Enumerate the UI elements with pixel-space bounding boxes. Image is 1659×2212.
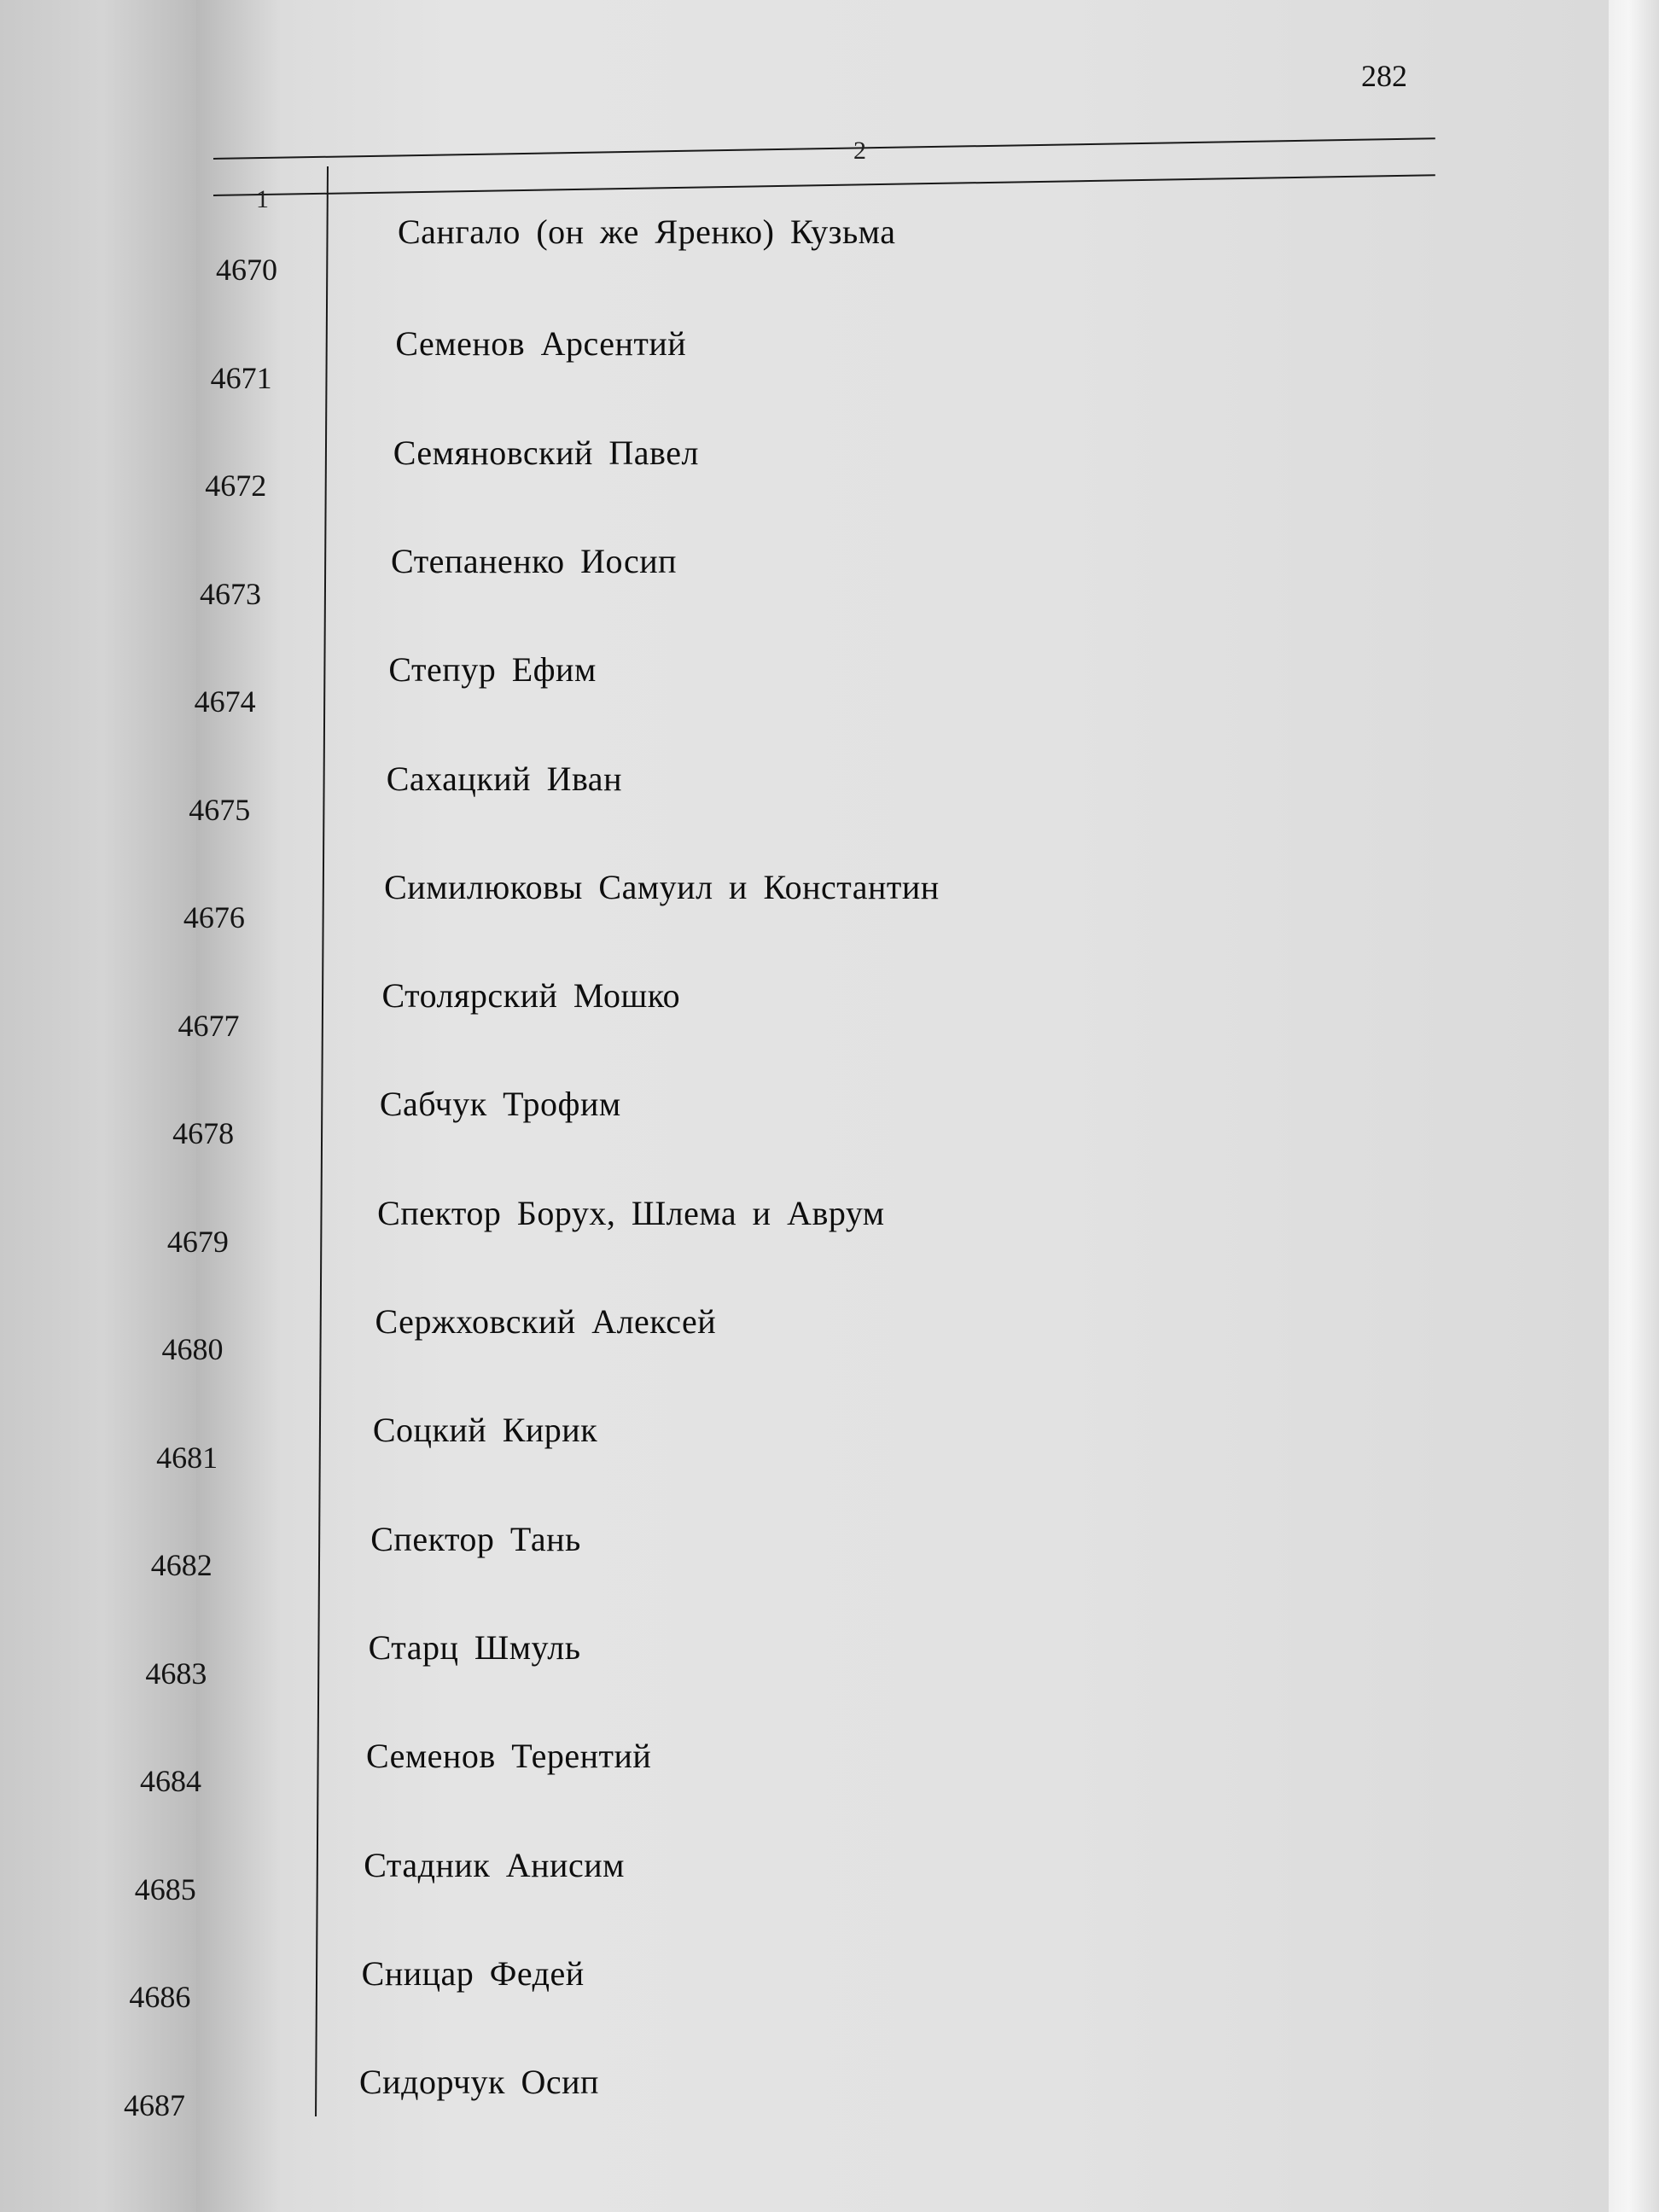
row-name: Семенов Арсентий [395, 324, 687, 364]
page-number: 282 [1361, 59, 1407, 93]
row-name: Спектор Борух, Шлема и Аврум [377, 1193, 885, 1232]
row-number: 4680 [161, 1332, 224, 1366]
column-header-1: 1 [256, 185, 269, 213]
row-name: Степаненко Иосип [391, 541, 678, 580]
row-number: 4683 [145, 1656, 207, 1691]
row-name: Соцкий Кирик [372, 1411, 598, 1450]
row-number: 4671 [210, 360, 272, 395]
row-name: Спектор Тань [370, 1519, 581, 1558]
row-number: 4672 [205, 469, 267, 503]
row-name: Сержховский Алексей [375, 1302, 717, 1341]
row-name: Сангало (он же Яренко) Кузьма [398, 212, 896, 251]
row-name: Сабчук Трофим [379, 1085, 621, 1124]
row-number: 4682 [150, 1548, 212, 1582]
row-name: Сницар Федей [361, 1953, 585, 1993]
row-number: 4677 [178, 1008, 240, 1043]
row-name: Старц Шмуль [368, 1627, 581, 1667]
row-name: Столярский Мошко [381, 976, 681, 1016]
row-name: Симилюковы Самуил и Константин [384, 867, 940, 906]
row-name: Стадник Анисим [364, 1845, 625, 1884]
row-name: Семяновский Павел [393, 433, 699, 472]
row-number: 4673 [199, 576, 261, 611]
row-number: 4684 [140, 1764, 202, 1798]
row-number: 4687 [124, 2087, 185, 2122]
row-number: 4674 [194, 684, 256, 719]
row-number: 4675 [189, 792, 251, 827]
row-number: 4678 [172, 1116, 235, 1150]
row-number: 4679 [166, 1224, 229, 1259]
row-name: Семенов Терентий [365, 1737, 652, 1776]
row-number: 4685 [134, 1871, 196, 1906]
row-number: 4676 [183, 900, 245, 934]
row-number: 4686 [129, 1980, 191, 2014]
row-name: Сидорчук Осип [359, 2063, 599, 2102]
page-edge [1609, 0, 1659, 2212]
row-number: 4681 [156, 1440, 218, 1475]
column-header-2: 2 [853, 137, 866, 165]
row-number: 4670 [216, 253, 277, 287]
row-name: Степур Ефим [388, 650, 597, 690]
row-name: Сахацкий Иван [386, 759, 622, 798]
